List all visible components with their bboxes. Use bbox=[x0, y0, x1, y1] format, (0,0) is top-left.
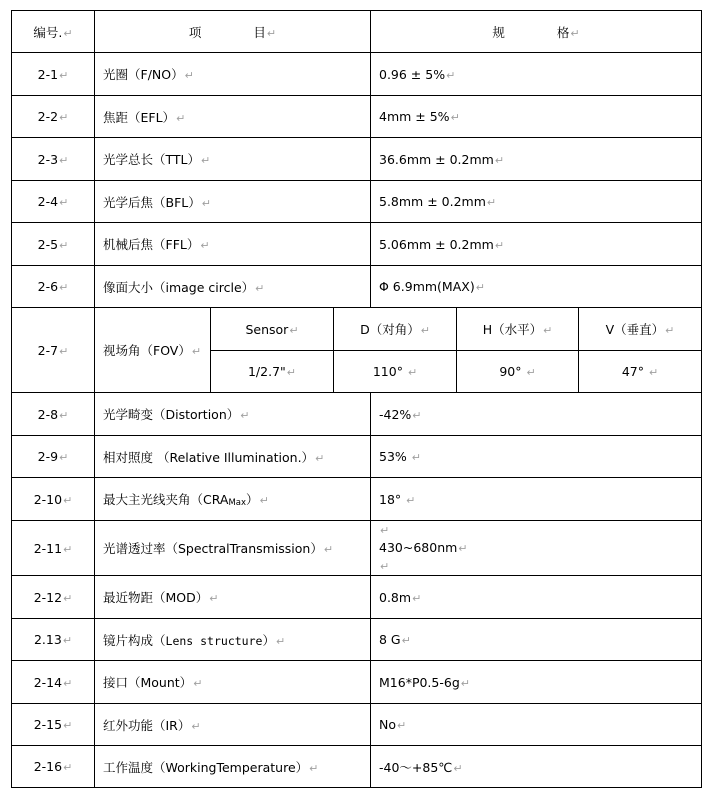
table-row bbox=[12, 181, 702, 223]
table-row bbox=[12, 478, 702, 521]
fov-sensor-header: Sensor↵ bbox=[211, 308, 334, 351]
row-spec: 4mm ± 5%↵ bbox=[371, 96, 702, 138]
row-spec: 8 G↵ bbox=[371, 619, 702, 661]
row-no: 2-11↵ bbox=[12, 521, 95, 576]
row-spec: 36.6mm ± 0.2mm↵ bbox=[371, 138, 702, 181]
row-no: 2-14↵ bbox=[12, 661, 95, 704]
header-row bbox=[12, 11, 702, 53]
row-item: 红外功能（IR）↵ bbox=[95, 704, 371, 746]
row-spec: 0.8m↵ bbox=[371, 576, 702, 619]
row-item: 光圈（F/NO）↵ bbox=[95, 53, 371, 96]
header-no: 编号.↵ bbox=[12, 11, 95, 53]
row-item: 光学总长（TTL）↵ bbox=[95, 138, 371, 181]
row-no: 2-10↵ bbox=[12, 478, 95, 521]
row-spec: 5.8mm ± 0.2mm↵ bbox=[371, 181, 702, 223]
table-row bbox=[12, 53, 702, 96]
row-item: 光谱透过率（SpectralTransmission）↵ bbox=[95, 521, 371, 576]
row-item: 最大主光线夹角$(CRA_{Max})↵$ bbox=[95, 478, 371, 521]
lens-spec-table bbox=[11, 10, 702, 788]
row-item: 相对照度 （Relative Illumination.）↵ bbox=[95, 436, 371, 478]
table-row bbox=[12, 138, 702, 181]
table-row bbox=[12, 704, 702, 746]
table-row bbox=[12, 746, 702, 788]
table-row bbox=[12, 393, 702, 436]
table-row bbox=[12, 96, 702, 138]
row-no: 2-5↵ bbox=[12, 223, 95, 266]
row-item: 光学后焦（BFL）↵ bbox=[95, 181, 371, 223]
row-no: 2-4↵ bbox=[12, 181, 95, 223]
fov-vertical-value: 47° ↵ bbox=[579, 351, 702, 393]
row-spec: Φ 6.9mm(MAX)↵ bbox=[371, 266, 702, 308]
row-item: 最近物距（MOD）↵ bbox=[95, 576, 371, 619]
row-no: 2-7↵ bbox=[12, 308, 95, 393]
fov-diagonal-header: D（对角）↵ bbox=[334, 308, 457, 351]
row-no: 2-1↵ bbox=[12, 53, 95, 96]
table-row bbox=[12, 436, 702, 478]
header-item: 项 目↵ bbox=[95, 11, 371, 53]
row-spec: No↵ bbox=[371, 704, 702, 746]
fov-header-row bbox=[12, 308, 702, 351]
table-row bbox=[12, 521, 702, 576]
fov-horizontal-value: 90° ↵ bbox=[457, 351, 579, 393]
row-item: 光学畸变（Distortion）↵ bbox=[95, 393, 371, 436]
row-item: 机械后焦（FFL）↵ bbox=[95, 223, 371, 266]
row-item: 工作温度（WorkingTemperature）↵ bbox=[95, 746, 371, 788]
row-no: 2-6↵ bbox=[12, 266, 95, 308]
row-item: 视场角（FOV）↵ bbox=[95, 308, 211, 393]
header-spec: 规 格↵ bbox=[371, 11, 702, 53]
row-spec: ↵ 430~680nm↵ ↵ bbox=[371, 521, 702, 576]
row-item: 接口（Mount）↵ bbox=[95, 661, 371, 704]
row-spec: 18° ↵ bbox=[371, 478, 702, 521]
row-no: 2.13↵ bbox=[12, 619, 95, 661]
fov-diagonal-value: 110° ↵ bbox=[334, 351, 457, 393]
row-no: 2-3↵ bbox=[12, 138, 95, 181]
row-spec: -42%↵ bbox=[371, 393, 702, 436]
row-spec: 0.96 ± 5%↵ bbox=[371, 53, 702, 96]
row-spec: M16*P0.5-6g↵ bbox=[371, 661, 702, 704]
table-row bbox=[12, 619, 702, 661]
table-row bbox=[12, 661, 702, 704]
row-no: 2-9↵ bbox=[12, 436, 95, 478]
row-spec: 53% ↵ bbox=[371, 436, 702, 478]
table-row bbox=[12, 223, 702, 266]
row-no: 2-15↵ bbox=[12, 704, 95, 746]
row-no: 2-2↵ bbox=[12, 96, 95, 138]
table-row bbox=[12, 266, 702, 308]
row-no: 2-16↵ bbox=[12, 746, 95, 788]
row-spec: 5.06mm ± 0.2mm↵ bbox=[371, 223, 702, 266]
row-no: 2-12↵ bbox=[12, 576, 95, 619]
row-item: 焦距（EFL）↵ bbox=[95, 96, 371, 138]
fov-horizontal-header: H（水平）↵ bbox=[457, 308, 579, 351]
fov-sensor-value: 1/2.7"↵ bbox=[211, 351, 334, 393]
fov-vertical-header: V（垂直）↵ bbox=[579, 308, 702, 351]
row-item: 镜片构成（Lens structure）↵ bbox=[95, 619, 371, 661]
row-item: 像面大小（image circle）↵ bbox=[95, 266, 371, 308]
table-row bbox=[12, 576, 702, 619]
row-no: 2-8↵ bbox=[12, 393, 95, 436]
row-spec: -40～+85℃↵ bbox=[371, 746, 702, 788]
